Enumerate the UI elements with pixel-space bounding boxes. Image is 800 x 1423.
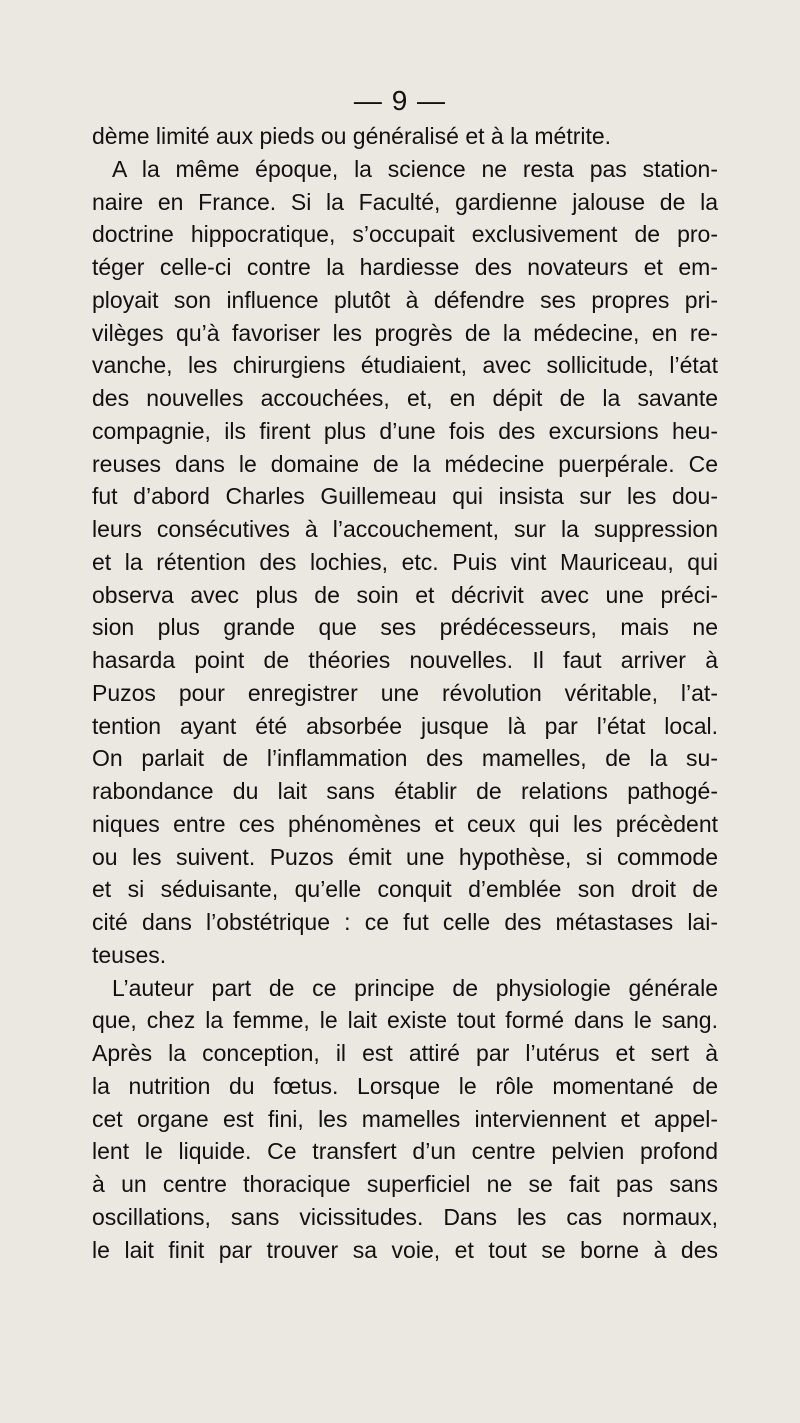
text-line: sion plus grande que ses prédécesseurs, mais ne (92, 614, 718, 641)
text-line: lent le liquide. Ce transfert d’un centre pelvien profond (92, 1138, 718, 1165)
text-line: leurs consécutives à l’accouchement, sur la suppression (92, 516, 718, 542)
text-line: tention ayant été absorbée jusque là par l’état local. (92, 712, 718, 739)
text-line: observa avec plus de soin et décrivit avec une préci- (92, 581, 718, 608)
text-line: cet organe est fini, les mamelles interviennent et appel- (92, 1105, 718, 1132)
text-line: et la rétention des lochies, etc. Puis vint Mauriceau, qui (92, 548, 718, 575)
text-line: vilèges qu’à favoriser les progrès de la médecine, en re- (92, 319, 718, 346)
text-line: doctrine hippocratique, s’occupait exclusivement de pro- (92, 221, 718, 248)
text-line: à un centre thoracique superficiel ne se fait pas sans (92, 1171, 718, 1197)
text-line: reuses dans le domaine de la médecine puerpérale. Ce (92, 450, 718, 477)
body-text (92, 120, 718, 1266)
text-line: fut d’abord Charles Guillemeau qui insista sur les dou- (92, 483, 718, 510)
text-line: A la même époque, la science ne resta pas station- (112, 155, 718, 182)
text-line: On parlait de l’inflammation des mamelles, de la su- (92, 745, 718, 772)
text-line: cité dans l’obstétrique : ce fut celle des métastases lai- (92, 909, 718, 935)
text-line: des nouvelles accouchées, et, en dépit de la savante (92, 385, 718, 411)
text-line: et si séduisante, qu’elle conquit d’emblée son droit de (92, 876, 718, 903)
text-line: oscillations, sans vicissitudes. Dans les cas normaux, (92, 1203, 718, 1230)
text-line: le lait finit par trouver sa voie, et tout se borne à des (92, 1236, 718, 1263)
text-line: Après la conception, il est attiré par l’utérus et sert à (92, 1040, 718, 1066)
text-line: téger celle-ci contre la hardiesse des novateurs et em- (92, 254, 718, 280)
text-line: naire en France. Si la Faculté, gardienne jalouse de la (92, 188, 718, 215)
text-line: teuses. (92, 941, 167, 968)
page-number: — 9 — (353, 85, 447, 116)
text-line: ou les suivent. Puzos émit une hypothèse, si commode (92, 843, 718, 870)
text-line: compagnie, ils firent plus d’une fois des excursions heu- (92, 417, 718, 444)
text-line: L’auteur part de ce principe de physiologie générale (112, 974, 718, 1001)
text-line: la nutrition du fœtus. Lorsque le rôle momentané de (92, 1072, 718, 1099)
text-line: que, chez la femme, le lait existe tout formé dans le sang. (92, 1007, 718, 1034)
text-line: ployait son influence plutôt à défendre ses propres pri- (92, 286, 718, 313)
text-line: rabondance du lait sans établir de relations pathogé- (92, 778, 718, 804)
text-line: vanche, les chirurgiens étudiaient, avec sollicitude, l’état (92, 352, 718, 379)
text-line: dème limité aux pieds ou généralisé et à la métrite. (92, 123, 612, 149)
text-line: Puzos pour enregistrer une révolution véritable, l’at- (92, 679, 718, 706)
text-line: hasarda point de théories nouvelles. Il faut arriver à (92, 647, 718, 673)
text-line: niques entre ces phénomènes et ceux qui les précèdent (92, 810, 718, 837)
